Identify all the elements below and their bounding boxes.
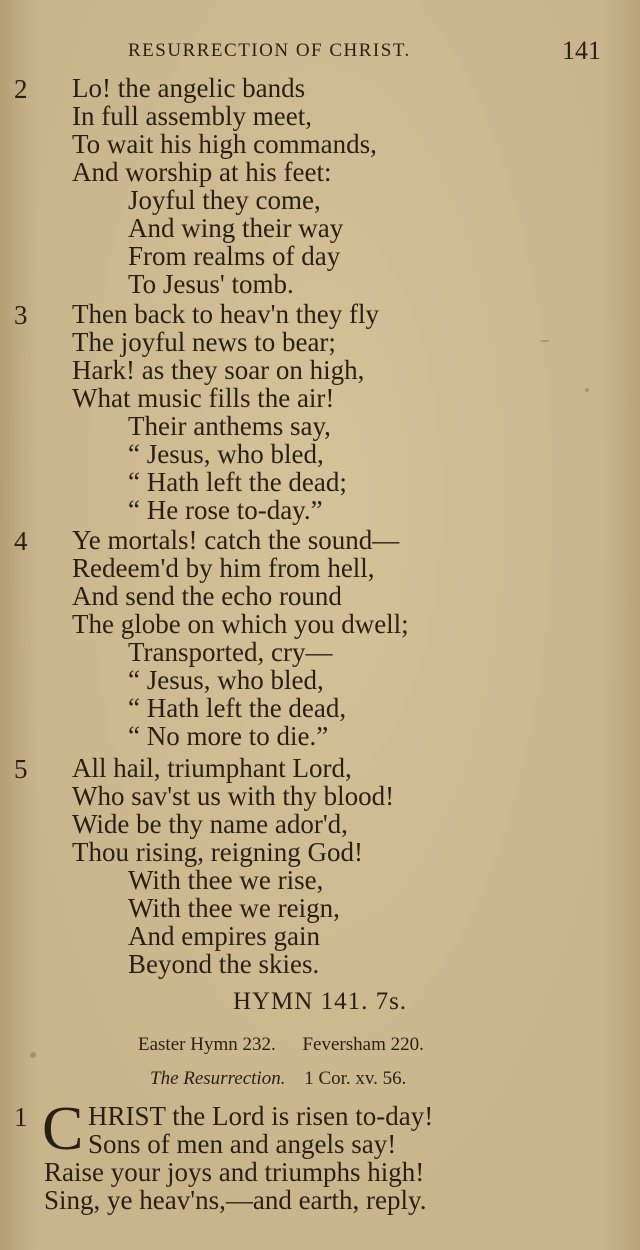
foxing-spot (30, 1052, 36, 1058)
verse-line: Who sav'st us with thy blood! (72, 781, 395, 811)
verse-number: 3 (14, 300, 28, 330)
verse-line: The joyful news to bear; (72, 327, 336, 357)
verse-line: “ Jesus, who bled, (128, 439, 324, 469)
verse-line: What music fills the air! (72, 383, 335, 413)
verse-line: All hail, triumphant Lord, (72, 753, 352, 783)
hymn-subject-line (150, 1068, 406, 1090)
hymn-subject: The Resurrection. (150, 1068, 286, 1089)
verse-line: Lo! the angelic bands (72, 73, 306, 103)
verse-line: With thee we rise, (128, 865, 324, 895)
verse-line: And send the echo round (72, 581, 342, 611)
verse-line: From realms of day (128, 241, 341, 271)
verse-number: 5 (14, 754, 28, 784)
running-title: RESURRECTION OF CHRIST. (128, 40, 411, 61)
verse-line: “ Hath left the dead, (128, 693, 347, 723)
verse-line: “ No more to die.” (128, 721, 329, 751)
verse-line: To Jesus' tomb. (128, 269, 294, 299)
verse-line: The globe on which you dwell; (72, 609, 409, 639)
verse-line: Their anthems say, (128, 411, 331, 441)
verse-line: Redeem'd by him from hell, (72, 553, 375, 583)
drop-cap: C (42, 1095, 84, 1163)
verse-line: HRIST the Lord is risen to-day! (88, 1101, 434, 1131)
verse-line: Then back to heav'n they fly (72, 299, 380, 329)
verse-line: Thou rising, reigning God! (72, 837, 363, 867)
verse-line: In full assembly meet, (72, 101, 312, 131)
verse-line: Beyond the skies. (128, 949, 320, 979)
verse-line: “ He rose to-day.” (128, 495, 323, 525)
tune-reference: Easter Hymn 232. (138, 1034, 276, 1055)
verse-line: “ Jesus, who bled, (128, 665, 324, 695)
scripture-reference: 1 Cor. xv. 56. (304, 1068, 407, 1089)
tune-references (138, 1034, 446, 1056)
verse-line: Raise your joys and triumphs high! (44, 1157, 425, 1187)
verse-number: 1 (14, 1102, 28, 1132)
verse-line: Ye mortals! catch the sound— (72, 525, 400, 555)
hymn-title: HYMN 141. 7s. (232, 988, 408, 1015)
verse-line: Sons of men and angels say! (88, 1129, 397, 1159)
foxing-spot (585, 388, 589, 392)
verse-line: Sing, ye heav'ns,—and earth, reply. (44, 1185, 427, 1215)
page-header (0, 36, 640, 66)
verse-line: With thee we reign, (128, 893, 340, 923)
verse-number: 2 (14, 74, 28, 104)
verse-line: Wide be thy name ador'd, (72, 809, 348, 839)
verse-line: Hark! as they soar on high, (72, 355, 365, 385)
tune-reference: Feversham 220. (302, 1034, 424, 1055)
verse-line: Transported, cry— (128, 637, 333, 667)
foxing-spot (540, 340, 550, 342)
verse-line: To wait his high commands, (72, 129, 377, 159)
verse-line: Joyful they come, (128, 185, 321, 215)
verse-line: And worship at his feet: (72, 157, 332, 187)
verse-line: And empires gain (128, 921, 320, 951)
verse-line: “ Hath left the dead; (128, 467, 347, 497)
page-number: 141 (562, 36, 601, 65)
verse-line: And wing their way (128, 213, 344, 243)
verse-number: 4 (14, 526, 28, 556)
